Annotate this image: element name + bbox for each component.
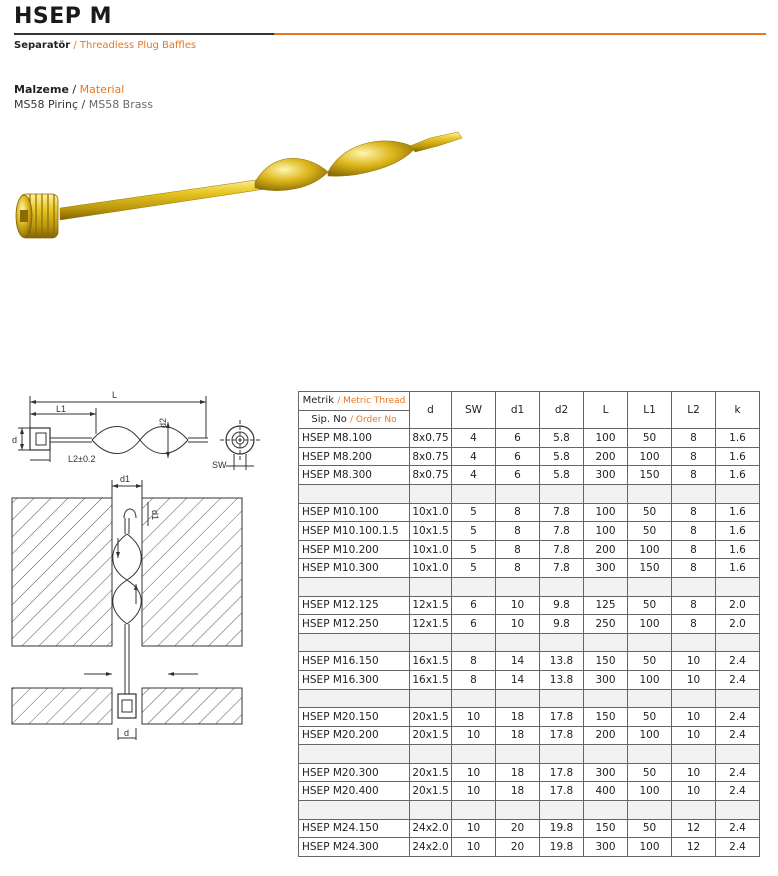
l-cell: 100 — [584, 429, 628, 448]
spacer-cell — [672, 801, 716, 820]
l2-cell: 8 — [672, 503, 716, 522]
k-cell: 2.0 — [716, 615, 760, 634]
k-cell: 2.0 — [716, 596, 760, 615]
l2-cell: 10 — [672, 652, 716, 671]
d1-cell: 18 — [496, 782, 540, 801]
l1-cell: 100 — [628, 447, 672, 466]
d2-cell: 9.8 — [540, 596, 584, 615]
d1-cell: 18 — [496, 726, 540, 745]
material-label-sep: / — [68, 83, 80, 96]
dim-label-SW: SW — [212, 460, 227, 470]
d-cell: 8x0.75 — [410, 466, 452, 485]
order-no-cell: HSEP M10.100.1.5 — [299, 522, 410, 541]
header-col-l1: L1 — [628, 392, 672, 429]
spacer-cell — [584, 689, 628, 708]
spacer-cell — [410, 484, 452, 503]
material-value-en: MS58 Brass — [88, 98, 153, 111]
k-cell: 2.4 — [716, 670, 760, 689]
d-cell: 24x2.0 — [410, 838, 452, 857]
d1-cell: 6 — [496, 466, 540, 485]
l2-cell: 10 — [672, 763, 716, 782]
k-cell: 1.6 — [716, 466, 760, 485]
k-cell: 2.4 — [716, 819, 760, 838]
order-no-cell: HSEP M20.200 — [299, 726, 410, 745]
page-subtitle — [14, 40, 196, 51]
d2-cell: 5.8 — [540, 447, 584, 466]
sw-cell: 10 — [452, 763, 496, 782]
dim-label-d2: d2 — [158, 417, 168, 428]
l-cell: 125 — [584, 596, 628, 615]
title-rule-dark — [14, 33, 274, 35]
order-no-cell: HSEP M8.300 — [299, 466, 410, 485]
sw-cell: 10 — [452, 726, 496, 745]
spacer-cell — [299, 801, 410, 820]
spacer-cell — [452, 689, 496, 708]
order-no-cell: HSEP M8.100 — [299, 429, 410, 448]
l2-cell: 8 — [672, 540, 716, 559]
sw-cell: 5 — [452, 540, 496, 559]
l1-cell: 150 — [628, 559, 672, 578]
spacer-cell — [540, 745, 584, 764]
spec-table — [298, 391, 760, 857]
spacer-cell — [496, 745, 540, 764]
spacer-cell — [410, 745, 452, 764]
spacer-cell — [299, 689, 410, 708]
k-cell: 1.6 — [716, 429, 760, 448]
dim-label-d-bottom: d — [124, 728, 130, 738]
d-cell: 16x1.5 — [410, 670, 452, 689]
d1-cell: 8 — [496, 522, 540, 541]
material-value-sep: / — [78, 98, 89, 111]
material-label-en: Material — [79, 83, 125, 96]
table-row — [299, 522, 760, 541]
header-metric-en: / Metric Thread — [337, 396, 406, 407]
d2-cell: 13.8 — [540, 652, 584, 671]
d1-cell: 6 — [496, 447, 540, 466]
table-row — [299, 838, 760, 857]
header-col-l: L — [584, 392, 628, 429]
d2-cell: 13.8 — [540, 670, 584, 689]
l2-cell: 10 — [672, 782, 716, 801]
table-spacer-row — [299, 633, 760, 652]
l-cell: 400 — [584, 782, 628, 801]
spacer-cell — [584, 801, 628, 820]
l1-cell: 100 — [628, 726, 672, 745]
l-cell: 250 — [584, 615, 628, 634]
installation-view — [12, 480, 242, 740]
table-spacer-row — [299, 801, 760, 820]
k-cell: 2.4 — [716, 838, 760, 857]
sw-cell: 10 — [452, 819, 496, 838]
spacer-cell — [452, 484, 496, 503]
l1-cell: 50 — [628, 652, 672, 671]
l1-cell: 150 — [628, 466, 672, 485]
table-row — [299, 503, 760, 522]
spacer-cell — [496, 689, 540, 708]
spacer-cell — [628, 689, 672, 708]
l2-cell: 8 — [672, 447, 716, 466]
spacer-cell — [410, 577, 452, 596]
subtitle-sep: / — [70, 40, 80, 51]
spacer-cell — [628, 801, 672, 820]
l1-cell: 100 — [628, 782, 672, 801]
material-label-tr: Malzeme — [14, 83, 69, 96]
d2-cell: 19.8 — [540, 819, 584, 838]
order-no-cell: HSEP M20.400 — [299, 782, 410, 801]
material-value-tr: MS58 Pirinç — [14, 98, 79, 111]
k-cell: 1.6 — [716, 447, 760, 466]
dim-label-L: L — [112, 390, 118, 400]
spacer-cell — [672, 689, 716, 708]
spacer-cell — [410, 633, 452, 652]
sw-cell: 6 — [452, 596, 496, 615]
spacer-cell — [584, 633, 628, 652]
l-cell: 150 — [584, 819, 628, 838]
sw-cell: 6 — [452, 615, 496, 634]
table-spacer-row — [299, 484, 760, 503]
l2-cell: 8 — [672, 615, 716, 634]
header-col-d2: d2 — [540, 392, 584, 429]
d2-cell: 7.8 — [540, 559, 584, 578]
k-cell: 2.4 — [716, 782, 760, 801]
l1-cell: 50 — [628, 596, 672, 615]
spacer-cell — [716, 689, 760, 708]
l1-cell: 50 — [628, 708, 672, 727]
sw-cell: 4 — [452, 447, 496, 466]
spacer-cell — [540, 577, 584, 596]
l-cell: 100 — [584, 522, 628, 541]
header-col-sw: SW — [452, 392, 496, 429]
d-cell: 8x0.75 — [410, 447, 452, 466]
l2-cell: 10 — [672, 726, 716, 745]
l-cell: 200 — [584, 540, 628, 559]
d1-cell: 14 — [496, 670, 540, 689]
side-view — [18, 396, 260, 470]
sw-cell: 10 — [452, 782, 496, 801]
spacer-cell — [628, 745, 672, 764]
table-row — [299, 596, 760, 615]
dim-label-d1-small: d1 — [150, 510, 160, 521]
spacer-cell — [410, 689, 452, 708]
spacer-cell — [584, 577, 628, 596]
d-cell: 20x1.5 — [410, 708, 452, 727]
spacer-cell — [452, 577, 496, 596]
table-row — [299, 652, 760, 671]
header-order-tr: Sip. No — [311, 413, 347, 425]
dim-label-d1: d1 — [120, 474, 131, 484]
spacer-cell — [584, 745, 628, 764]
sw-cell: 4 — [452, 429, 496, 448]
spacer-cell — [672, 633, 716, 652]
l2-cell: 10 — [672, 708, 716, 727]
k-cell: 1.6 — [716, 559, 760, 578]
technical-drawing — [8, 388, 292, 748]
l1-cell: 100 — [628, 615, 672, 634]
k-cell: 2.4 — [716, 726, 760, 745]
d2-cell: 7.8 — [540, 540, 584, 559]
product-photo — [10, 128, 470, 246]
l-cell: 300 — [584, 763, 628, 782]
l2-cell: 10 — [672, 670, 716, 689]
d1-cell: 14 — [496, 652, 540, 671]
d2-cell: 17.8 — [540, 708, 584, 727]
l2-cell: 8 — [672, 559, 716, 578]
d-cell: 10x1.0 — [410, 540, 452, 559]
spacer-cell — [299, 745, 410, 764]
spacer-cell — [672, 745, 716, 764]
sw-cell: 10 — [452, 708, 496, 727]
l2-cell: 12 — [672, 838, 716, 857]
l-cell: 300 — [584, 670, 628, 689]
l2-cell: 8 — [672, 596, 716, 615]
k-cell: 1.6 — [716, 503, 760, 522]
spacer-cell — [628, 577, 672, 596]
d-cell: 12x1.5 — [410, 596, 452, 615]
d1-cell: 18 — [496, 708, 540, 727]
l-cell: 150 — [584, 708, 628, 727]
header-order-en: / Order No — [350, 414, 397, 425]
d-cell: 24x2.0 — [410, 819, 452, 838]
material-value — [14, 98, 153, 111]
l1-cell: 50 — [628, 522, 672, 541]
table-row — [299, 763, 760, 782]
k-cell: 2.4 — [716, 763, 760, 782]
d-cell: 10x1.5 — [410, 522, 452, 541]
k-cell: 2.4 — [716, 652, 760, 671]
d-cell: 20x1.5 — [410, 763, 452, 782]
d1-cell: 6 — [496, 429, 540, 448]
l1-cell: 100 — [628, 838, 672, 857]
d1-cell: 10 — [496, 615, 540, 634]
d1-cell: 10 — [496, 596, 540, 615]
sw-cell: 4 — [452, 466, 496, 485]
order-no-cell: HSEP M24.300 — [299, 838, 410, 857]
spacer-cell — [716, 633, 760, 652]
sw-cell: 5 — [452, 522, 496, 541]
table-row — [299, 615, 760, 634]
d-cell: 12x1.5 — [410, 615, 452, 634]
order-no-cell: HSEP M20.150 — [299, 708, 410, 727]
l-cell: 300 — [584, 559, 628, 578]
spacer-cell — [410, 801, 452, 820]
table-spacer-row — [299, 577, 760, 596]
order-no-cell: HSEP M24.150 — [299, 819, 410, 838]
spacer-cell — [540, 633, 584, 652]
table-row — [299, 819, 760, 838]
k-cell: 2.4 — [716, 708, 760, 727]
spacer-cell — [540, 689, 584, 708]
d1-cell: 18 — [496, 763, 540, 782]
table-row — [299, 447, 760, 466]
order-no-cell: HSEP M10.200 — [299, 540, 410, 559]
header-col-d1: d1 — [496, 392, 540, 429]
header-metric-tr: Metrik — [302, 395, 334, 407]
d2-cell: 7.8 — [540, 503, 584, 522]
header-order — [299, 410, 410, 429]
spacer-cell — [584, 484, 628, 503]
d-cell: 20x1.5 — [410, 726, 452, 745]
d1-cell: 20 — [496, 838, 540, 857]
d2-cell: 7.8 — [540, 522, 584, 541]
material-heading — [14, 83, 124, 96]
order-no-cell: HSEP M12.250 — [299, 615, 410, 634]
spacer-cell — [299, 577, 410, 596]
l1-cell: 50 — [628, 503, 672, 522]
k-cell: 1.6 — [716, 540, 760, 559]
table-row — [299, 466, 760, 485]
order-no-cell: HSEP M10.300 — [299, 559, 410, 578]
table-spacer-row — [299, 689, 760, 708]
table-row — [299, 429, 760, 448]
dim-label-L2: L2±0.2 — [68, 454, 96, 464]
spacer-cell — [496, 577, 540, 596]
table-row — [299, 782, 760, 801]
d2-cell: 19.8 — [540, 838, 584, 857]
order-no-cell: HSEP M16.300 — [299, 670, 410, 689]
l1-cell: 50 — [628, 763, 672, 782]
spacer-cell — [628, 484, 672, 503]
l-cell: 100 — [584, 503, 628, 522]
order-no-cell: HSEP M20.300 — [299, 763, 410, 782]
spacer-cell — [540, 801, 584, 820]
l-cell: 200 — [584, 726, 628, 745]
spacer-cell — [496, 633, 540, 652]
d1-cell: 8 — [496, 503, 540, 522]
k-cell: 1.6 — [716, 522, 760, 541]
spacer-cell — [452, 745, 496, 764]
spacer-cell — [716, 484, 760, 503]
header-metric — [299, 392, 410, 411]
d1-cell: 20 — [496, 819, 540, 838]
header-col-k: k — [716, 392, 760, 429]
d-cell: 8x0.75 — [410, 429, 452, 448]
spacer-cell — [628, 633, 672, 652]
d-cell: 16x1.5 — [410, 652, 452, 671]
header-col-d: d — [410, 392, 452, 429]
spacer-cell — [496, 801, 540, 820]
l-cell: 200 — [584, 447, 628, 466]
l2-cell: 8 — [672, 466, 716, 485]
table-row — [299, 708, 760, 727]
table-row — [299, 726, 760, 745]
l2-cell: 8 — [672, 429, 716, 448]
l-cell: 300 — [584, 466, 628, 485]
d2-cell: 5.8 — [540, 466, 584, 485]
sw-cell: 8 — [452, 670, 496, 689]
sw-cell: 5 — [452, 503, 496, 522]
d-cell: 10x1.0 — [410, 559, 452, 578]
sw-cell: 5 — [452, 559, 496, 578]
spacer-cell — [672, 484, 716, 503]
table-row — [299, 559, 760, 578]
l1-cell: 100 — [628, 540, 672, 559]
l-cell: 300 — [584, 838, 628, 857]
spacer-cell — [299, 484, 410, 503]
subtitle-tr: Separatör — [14, 40, 71, 51]
spacer-cell — [540, 484, 584, 503]
l2-cell: 12 — [672, 819, 716, 838]
spacer-cell — [716, 801, 760, 820]
order-no-cell: HSEP M16.150 — [299, 652, 410, 671]
d-cell: 20x1.5 — [410, 782, 452, 801]
subtitle-en: Threadless Plug Baffles — [79, 40, 197, 51]
d2-cell: 17.8 — [540, 782, 584, 801]
order-no-cell: HSEP M12.125 — [299, 596, 410, 615]
l1-cell: 50 — [628, 819, 672, 838]
spacer-cell — [452, 801, 496, 820]
spacer-cell — [672, 577, 716, 596]
table-row — [299, 540, 760, 559]
spacer-cell — [716, 745, 760, 764]
l1-cell: 100 — [628, 670, 672, 689]
spec-table-body — [299, 429, 760, 857]
order-no-cell: HSEP M8.200 — [299, 447, 410, 466]
table-row — [299, 670, 760, 689]
d1-cell: 8 — [496, 540, 540, 559]
page-title: HSEP M — [14, 4, 112, 29]
d2-cell: 17.8 — [540, 726, 584, 745]
d1-cell: 8 — [496, 559, 540, 578]
order-no-cell: HSEP M10.100 — [299, 503, 410, 522]
sw-cell: 8 — [452, 652, 496, 671]
dim-label-d: d — [12, 435, 18, 445]
sw-cell: 10 — [452, 838, 496, 857]
d2-cell: 17.8 — [540, 763, 584, 782]
spacer-cell — [716, 577, 760, 596]
l1-cell: 50 — [628, 429, 672, 448]
l-cell: 150 — [584, 652, 628, 671]
title-rule-orange — [274, 33, 766, 35]
table-spacer-row — [299, 745, 760, 764]
table-header-row-1 — [299, 392, 760, 411]
d2-cell: 5.8 — [540, 429, 584, 448]
dim-label-L1: L1 — [56, 404, 67, 414]
header-col-l2: L2 — [672, 392, 716, 429]
spacer-cell — [496, 484, 540, 503]
l2-cell: 8 — [672, 522, 716, 541]
d-cell: 10x1.0 — [410, 503, 452, 522]
spacer-cell — [299, 633, 410, 652]
spacer-cell — [452, 633, 496, 652]
d2-cell: 9.8 — [540, 615, 584, 634]
